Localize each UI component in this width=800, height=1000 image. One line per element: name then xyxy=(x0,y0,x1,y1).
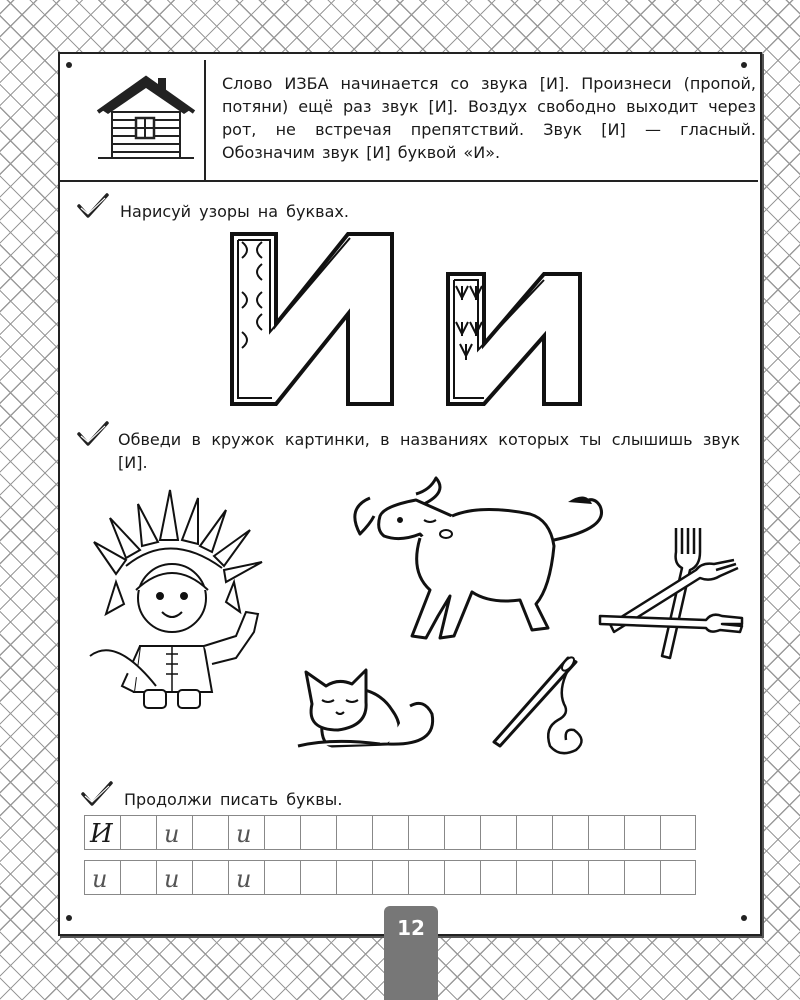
writing-cell[interactable] xyxy=(336,815,372,850)
hut-icon xyxy=(94,72,198,162)
forks-picture[interactable] xyxy=(596,524,744,664)
writing-cell[interactable] xyxy=(624,815,660,850)
header-rule xyxy=(58,180,758,182)
writing-cell[interactable] xyxy=(480,860,516,895)
guide-letter: и xyxy=(164,865,180,893)
writing-cell[interactable] xyxy=(300,860,336,895)
writing-cell[interactable] xyxy=(84,815,120,850)
writing-cell[interactable] xyxy=(408,860,444,895)
writing-row-1[interactable] xyxy=(84,815,696,850)
writing-cell[interactable] xyxy=(660,860,696,895)
pin-icon xyxy=(741,915,747,921)
needle-picture[interactable] xyxy=(490,650,606,760)
writing-cell[interactable] xyxy=(516,815,552,850)
writing-cell[interactable] xyxy=(372,860,408,895)
writing-cell[interactable] xyxy=(120,860,156,895)
guide-letter: и xyxy=(164,820,180,848)
writing-cell[interactable] xyxy=(552,860,588,895)
task-3-instruction: Продолжи писать буквы. xyxy=(124,790,343,809)
writing-cell[interactable] xyxy=(228,860,264,895)
writing-cell[interactable] xyxy=(336,860,372,895)
writing-cell[interactable] xyxy=(264,860,300,895)
page-number: 12 xyxy=(397,916,425,940)
pin-icon xyxy=(741,62,747,68)
letter-upper-i[interactable] xyxy=(228,228,398,408)
writing-cell[interactable] xyxy=(516,860,552,895)
writing-cell[interactable] xyxy=(660,815,696,850)
checkmark-icon xyxy=(80,780,114,808)
writing-cell[interactable] xyxy=(120,815,156,850)
writing-cell[interactable] xyxy=(84,860,120,895)
task-2-instruction: Обведи в кружок картинки, в названиях которых ты слышишь звук [И]. xyxy=(118,430,740,472)
intro-text: Слово ИЗБА начинается со звука [И]. Произнеси (пропой, потяни) ещё раз звук [И]. Воздух свободно выходит через рот, не встречая препятствий. Звук [И] — гласный. Обозначим звук [И] буквой «И». xyxy=(222,74,756,162)
checkmark-icon xyxy=(76,420,110,448)
writing-cell[interactable] xyxy=(156,815,192,850)
indian-boy-picture[interactable] xyxy=(86,486,278,712)
writing-cell[interactable] xyxy=(552,815,588,850)
writing-cell[interactable] xyxy=(588,860,624,895)
writing-cell[interactable] xyxy=(300,815,336,850)
writing-cell[interactable] xyxy=(588,815,624,850)
writing-cell[interactable] xyxy=(444,815,480,850)
bull-picture[interactable] xyxy=(340,476,610,646)
writing-cell[interactable] xyxy=(228,815,264,850)
writing-cell[interactable] xyxy=(372,815,408,850)
writing-cell[interactable] xyxy=(192,815,228,850)
writing-row-2[interactable] xyxy=(84,860,696,895)
guide-letter: и xyxy=(236,865,252,893)
task-1-instruction: Нарисуй узоры на буквах. xyxy=(120,202,349,221)
guide-letter: и xyxy=(92,865,108,893)
pin-icon xyxy=(66,915,72,921)
checkmark-icon xyxy=(76,192,110,220)
writing-cell[interactable] xyxy=(480,815,516,850)
writing-cell[interactable] xyxy=(624,860,660,895)
writing-cell[interactable] xyxy=(156,860,192,895)
writing-cell[interactable] xyxy=(444,860,480,895)
header-divider xyxy=(204,60,206,182)
guide-letter: И xyxy=(90,819,113,849)
writing-cell[interactable] xyxy=(192,860,228,895)
writing-cell[interactable] xyxy=(408,815,444,850)
guide-letter: и xyxy=(236,820,252,848)
letter-lower-i[interactable] xyxy=(444,270,586,408)
pin-icon xyxy=(66,62,72,68)
cat-picture[interactable] xyxy=(292,660,442,756)
writing-cell[interactable] xyxy=(264,815,300,850)
